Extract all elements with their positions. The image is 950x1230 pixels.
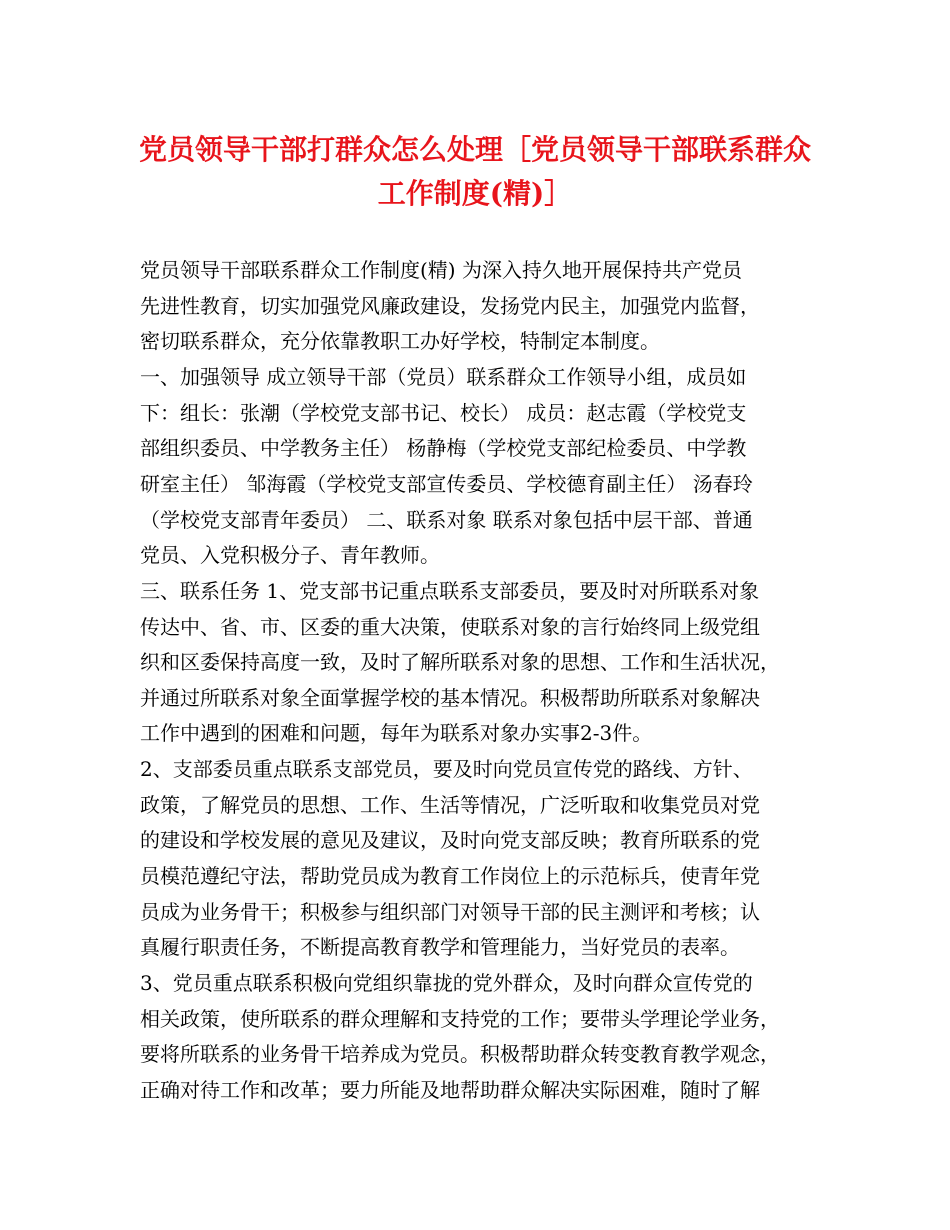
body-text-line: 真履行职责任务，不断提高教育教学和管理能力，当好党员的表率。 bbox=[140, 935, 740, 960]
body-text-line: 员成为业务骨干；积极参与组织部门对领导干部的民主测评和考核；认 bbox=[140, 899, 760, 924]
body-text-line: 相关政策，使所联系的群众理解和支持党的工作；要带头学理论学业务， bbox=[140, 1006, 780, 1031]
body-text-line: 部组织委员、中学教务主任） 杨静梅（学校党支部纪检委员、中学教 bbox=[140, 436, 747, 461]
body-text-line: 员模范遵纪守法，帮助党员成为教育工作岗位上的示范标兵，使青年党 bbox=[140, 864, 760, 889]
body-text-line: 密切联系群众，充分依靠教职工办好学校，特制定本制度。 bbox=[140, 329, 660, 354]
body-text-line: 织和区委保持高度一致，及时了解所联系对象的思想、工作和生活状况， bbox=[140, 650, 780, 675]
body-text-line: 政策，了解党员的思想、工作、生活等情况，广泛听取和收集党员对党 bbox=[140, 792, 760, 817]
body-text-line: 下：组长：张潮（学校党支部书记、校长） 成员：赵志霞（学校党支 bbox=[140, 400, 747, 425]
body-text-line: 传达中、省、市、区委的重大决策，使联系对象的言行始终同上级党组 bbox=[140, 614, 760, 639]
body-text-line: 先进性教育，切实加强党风廉政建设，发扬党内民主，加强党内监督， bbox=[140, 293, 760, 318]
body-text-line: 3、党员重点联系积极向党组织靠拢的党外群众，及时向群众宣传党的 bbox=[140, 971, 753, 995]
body-text-line: 党员领导干部联系群众工作制度(精) 为深入持久地开展保持共产党员 bbox=[140, 258, 742, 282]
body-text-line: 的建设和学校发展的意见及建议，及时向党支部反映；教育所联系的党 bbox=[140, 828, 760, 853]
body-text-line: 要将所联系的业务骨干培养成为党员。积极帮助群众转变教育教学观念， bbox=[140, 1042, 780, 1067]
body-text-line: （学校党支部青年委员） 二、联系对象 联系对象包括中层干部、普通 bbox=[140, 507, 753, 532]
body-text-line: 并通过所联系对象全面掌握学校的基本情况。积极帮助所联系对象解决 bbox=[140, 685, 760, 710]
body-text-line: 正确对待工作和改革；要力所能及地帮助群众解决实际困难，随时了解 bbox=[140, 1077, 760, 1102]
document-title-line-1: 党员领导干部打群众怎么处理［党员领导干部联系群众 bbox=[138, 133, 811, 166]
body-text-line: 一、加强领导 成立领导干部（党员）联系群众工作领导小组，成员如 bbox=[140, 364, 747, 389]
body-text-line: 研室主任） 邹海霞（学校党支部宣传委员、学校德育副主任） 汤春玲 bbox=[140, 471, 753, 496]
body-text-line: 2、支部委员重点联系支部党员，要及时向党员宣传党的路线、方针、 bbox=[140, 757, 753, 782]
body-text-line: 三、联系任务 1、党支部书记重点联系支部委员，要及时对所联系对象 bbox=[140, 578, 760, 603]
document-title-line-2: 工作制度(精)］ bbox=[377, 177, 573, 210]
body-text-line: 党员、入党积极分子、青年教师。 bbox=[140, 543, 440, 568]
body-text-line: 工作中遇到的困难和问题，每年为联系对象办实事2-3件。 bbox=[140, 721, 653, 746]
